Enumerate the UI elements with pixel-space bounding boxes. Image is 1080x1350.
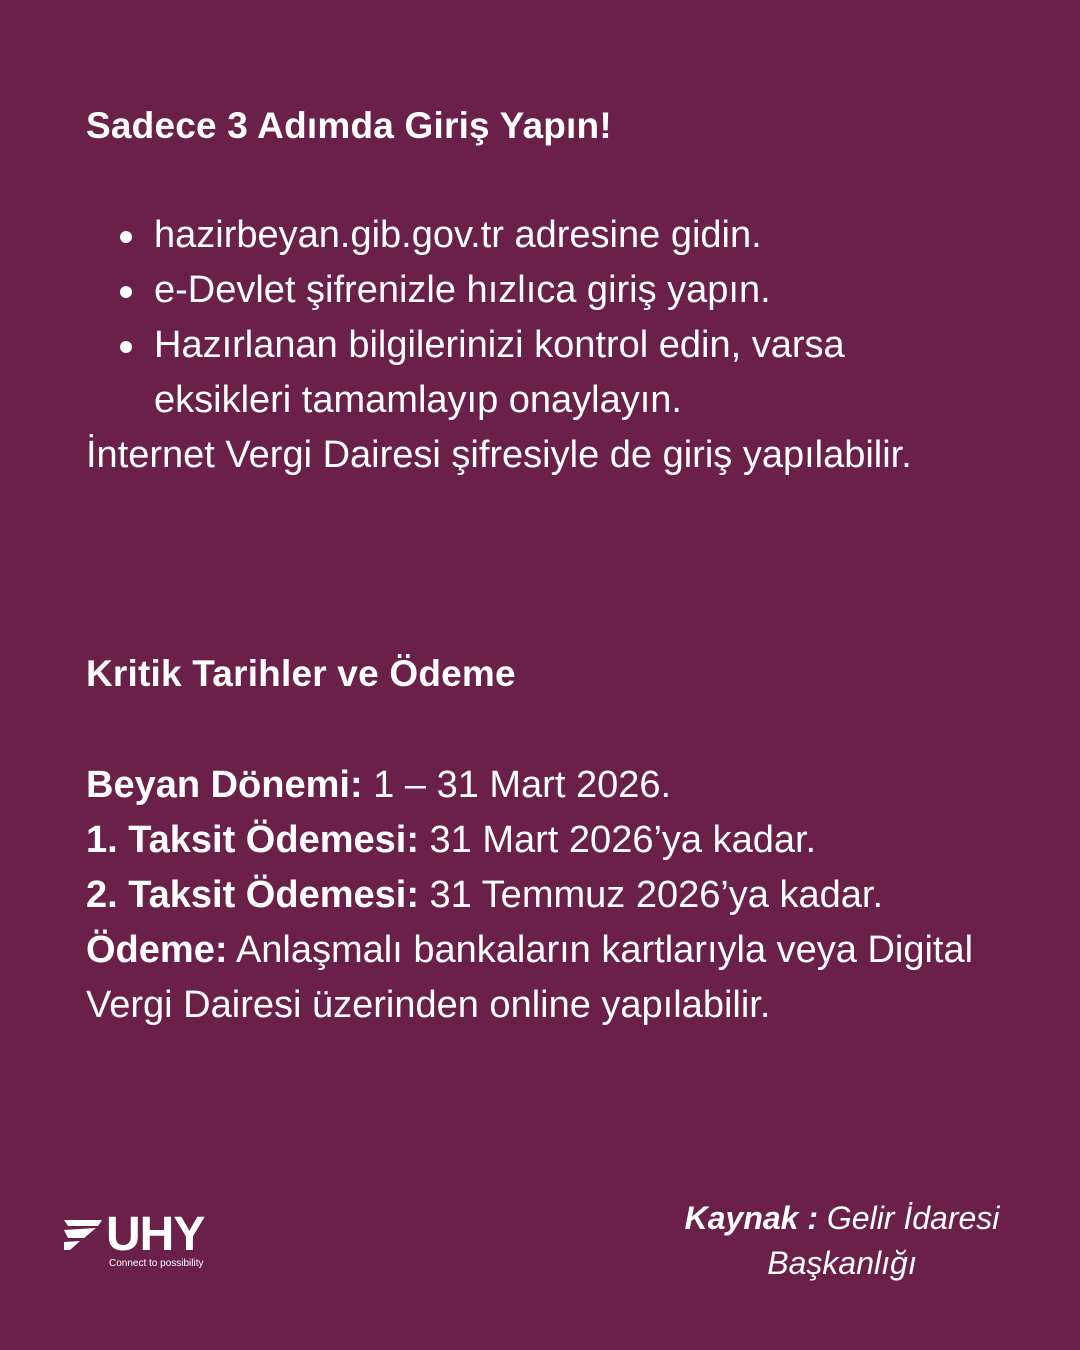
logo-text: UHY	[106, 1208, 205, 1261]
bullet-icon	[120, 231, 132, 243]
bullet-icon	[120, 341, 132, 353]
source-line-1	[652, 1196, 1032, 1241]
uhy-logo-mark-icon	[62, 1216, 104, 1252]
date-row-declaration	[86, 758, 1026, 813]
source-name-part-2: Başkanlığı	[767, 1245, 917, 1281]
step-item	[86, 263, 986, 318]
dates-section-title: Kritik Tarihler ve Ödeme	[86, 653, 516, 694]
date-row-value: Anlaşmalı bankaların kartlarıyla veya Digital Vergi Dairesi üzerinden online yapılabilir.	[86, 929, 974, 1026]
step-text: e-Devlet şifrenizle hızlıca giriş yapın.	[154, 269, 771, 311]
login-note: İnternet Vergi Dairesi şifresiyle de giriş yapılabilir.	[86, 434, 912, 476]
date-row-value: 1 – 31 Mart 2026.	[362, 764, 672, 806]
date-row-label: Ödeme:	[86, 929, 228, 971]
uhy-logo	[62, 1210, 242, 1274]
steps-list	[86, 208, 986, 428]
bullet-icon	[120, 286, 132, 298]
source-name-part-1: Gelir İdaresi	[826, 1200, 1000, 1236]
dates-list	[86, 758, 1026, 1033]
date-row-payment	[86, 923, 1026, 1033]
step-item	[86, 318, 986, 428]
step-item	[86, 208, 986, 263]
step-text: hazirbeyan.gib.gov.tr adresine gidin.	[154, 214, 762, 256]
date-row-installment-2	[86, 868, 1026, 923]
steps-section-title: Sadece 3 Adımda Giriş Yapın!	[86, 105, 612, 146]
date-row-value: 31 Mart 2026’ya kadar.	[418, 819, 817, 861]
logo-tagline: Connect to possibility	[109, 1258, 204, 1269]
date-row-value: 31 Temmuz 2026’ya kadar.	[418, 874, 883, 916]
source-label: Kaynak :	[684, 1200, 818, 1236]
source-credit	[652, 1196, 1032, 1286]
step-text: Hazırlanan bilgilerinizi kontrol edin, varsa eksikleri tamamlayıp onaylayın.	[154, 324, 845, 421]
date-row-label: 2. Taksit Ödemesi:	[86, 874, 419, 916]
date-row-label: Beyan Dönemi:	[86, 764, 363, 806]
date-row-label: 1. Taksit Ödemesi:	[86, 819, 419, 861]
date-row-installment-1	[86, 813, 1026, 868]
